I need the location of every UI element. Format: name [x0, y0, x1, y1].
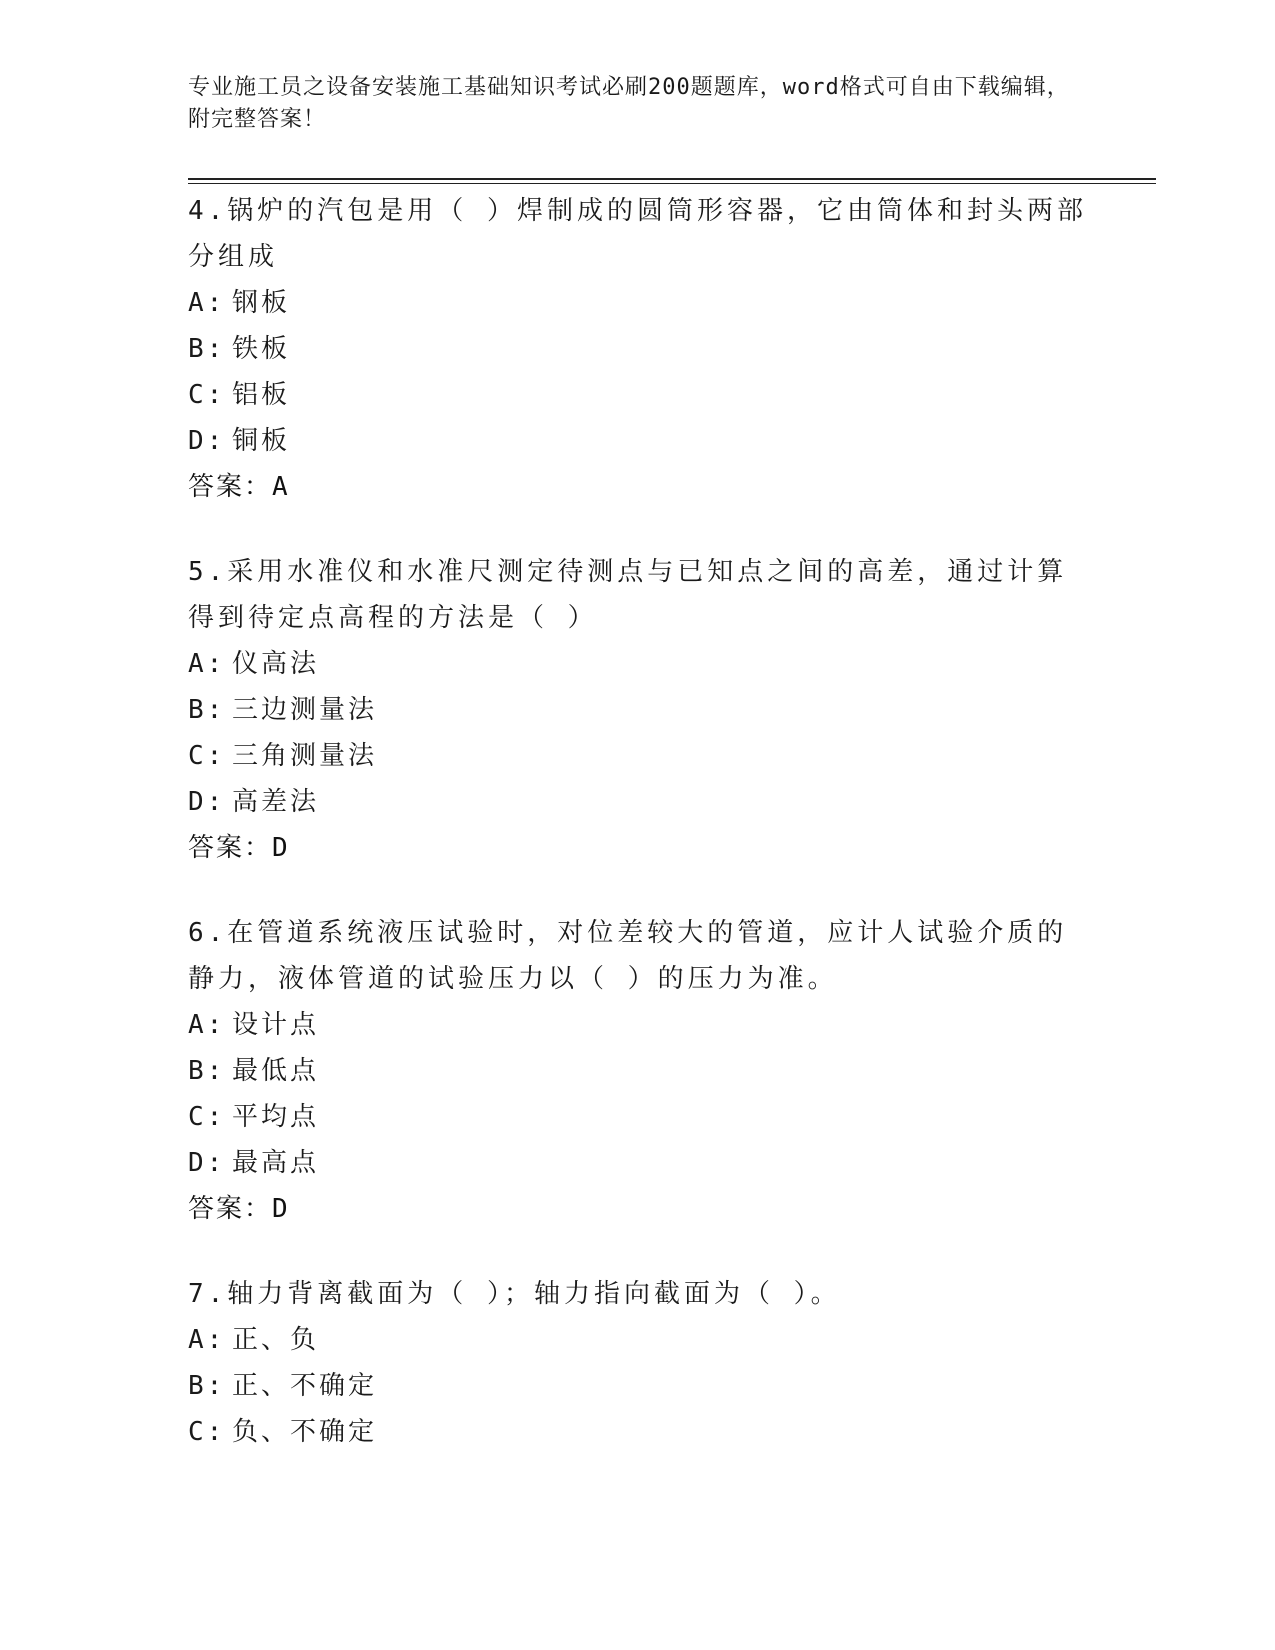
option-text: 铁板: [232, 334, 291, 364]
question-5: [188, 549, 1088, 871]
option-text: 仪高法: [232, 649, 320, 679]
option-b: [188, 1048, 1088, 1094]
option-b: [188, 326, 1088, 372]
option-key: C:: [188, 1417, 226, 1447]
option-c: [188, 733, 1088, 779]
option-a: [188, 641, 1088, 687]
header-divider-thin: [188, 183, 1156, 184]
question-4: [188, 188, 1088, 510]
option-text: 负、不确定: [232, 1417, 378, 1447]
option-text: 正、不确定: [232, 1371, 378, 1401]
option-text: 最低点: [232, 1056, 320, 1086]
option-text: 三边测量法: [232, 695, 378, 725]
option-text: 设计点: [232, 1010, 320, 1040]
option-text: 铜板: [232, 426, 291, 456]
option-key: B:: [188, 1371, 226, 1401]
option-key: B:: [188, 334, 226, 364]
option-c: [188, 1094, 1088, 1140]
option-key: A:: [188, 288, 226, 318]
option-c: [188, 1409, 1088, 1455]
option-d: [188, 779, 1088, 825]
option-b: [188, 1363, 1088, 1409]
question-6: [188, 910, 1088, 1232]
document-header: 专业施工员之设备安装施工基础知识考试必刷200题题库，word格式可自由下载编辑，附完整答案！: [188, 75, 1070, 132]
option-key: A:: [188, 1010, 226, 1040]
option-text: 平均点: [232, 1102, 320, 1132]
question-stem: 7.轴力背离截面为（ ）；轴力指向截面为（ ）。: [188, 1279, 841, 1309]
answer: 答案：A: [188, 472, 290, 502]
option-text: 最高点: [232, 1148, 320, 1178]
option-text: 钢板: [232, 288, 291, 318]
option-text: 高差法: [232, 787, 320, 817]
option-text: 铝板: [232, 380, 291, 410]
option-a: [188, 1002, 1088, 1048]
option-text: 三角测量法: [232, 741, 378, 771]
option-d: [188, 418, 1088, 464]
question-7: [188, 1271, 1088, 1455]
option-key: D:: [188, 1148, 226, 1178]
answer: 答案：D: [188, 833, 290, 863]
question-stem: 6.在管道系统液压试验时，对位差较大的管道，应计人试验介质的静力，液体管道的试验压力以（ ）的压力为准。: [188, 918, 1068, 994]
option-key: B:: [188, 1056, 226, 1086]
answer: 答案：D: [188, 1194, 290, 1224]
option-key: D:: [188, 426, 226, 456]
option-c: [188, 372, 1088, 418]
option-key: D:: [188, 787, 226, 817]
option-key: C:: [188, 380, 226, 410]
option-a: [188, 1317, 1088, 1363]
option-b: [188, 687, 1088, 733]
question-list: [188, 188, 1088, 1494]
header-divider-thick: [188, 178, 1156, 180]
option-key: B:: [188, 695, 226, 725]
option-a: [188, 280, 1088, 326]
option-text: 正、负: [232, 1325, 320, 1355]
option-key: C:: [188, 741, 226, 771]
option-d: [188, 1140, 1088, 1186]
option-key: C:: [188, 1102, 226, 1132]
option-key: A:: [188, 649, 226, 679]
question-stem: 5.采用水准仪和水准尺测定待测点与已知点之间的高差，通过计算得到待定点高程的方法是（ ）: [188, 557, 1068, 633]
option-key: A:: [188, 1325, 226, 1355]
question-stem: 4.锅炉的汽包是用（ ）焊制成的圆筒形容器，它由筒体和封头两部分组成: [188, 196, 1087, 272]
